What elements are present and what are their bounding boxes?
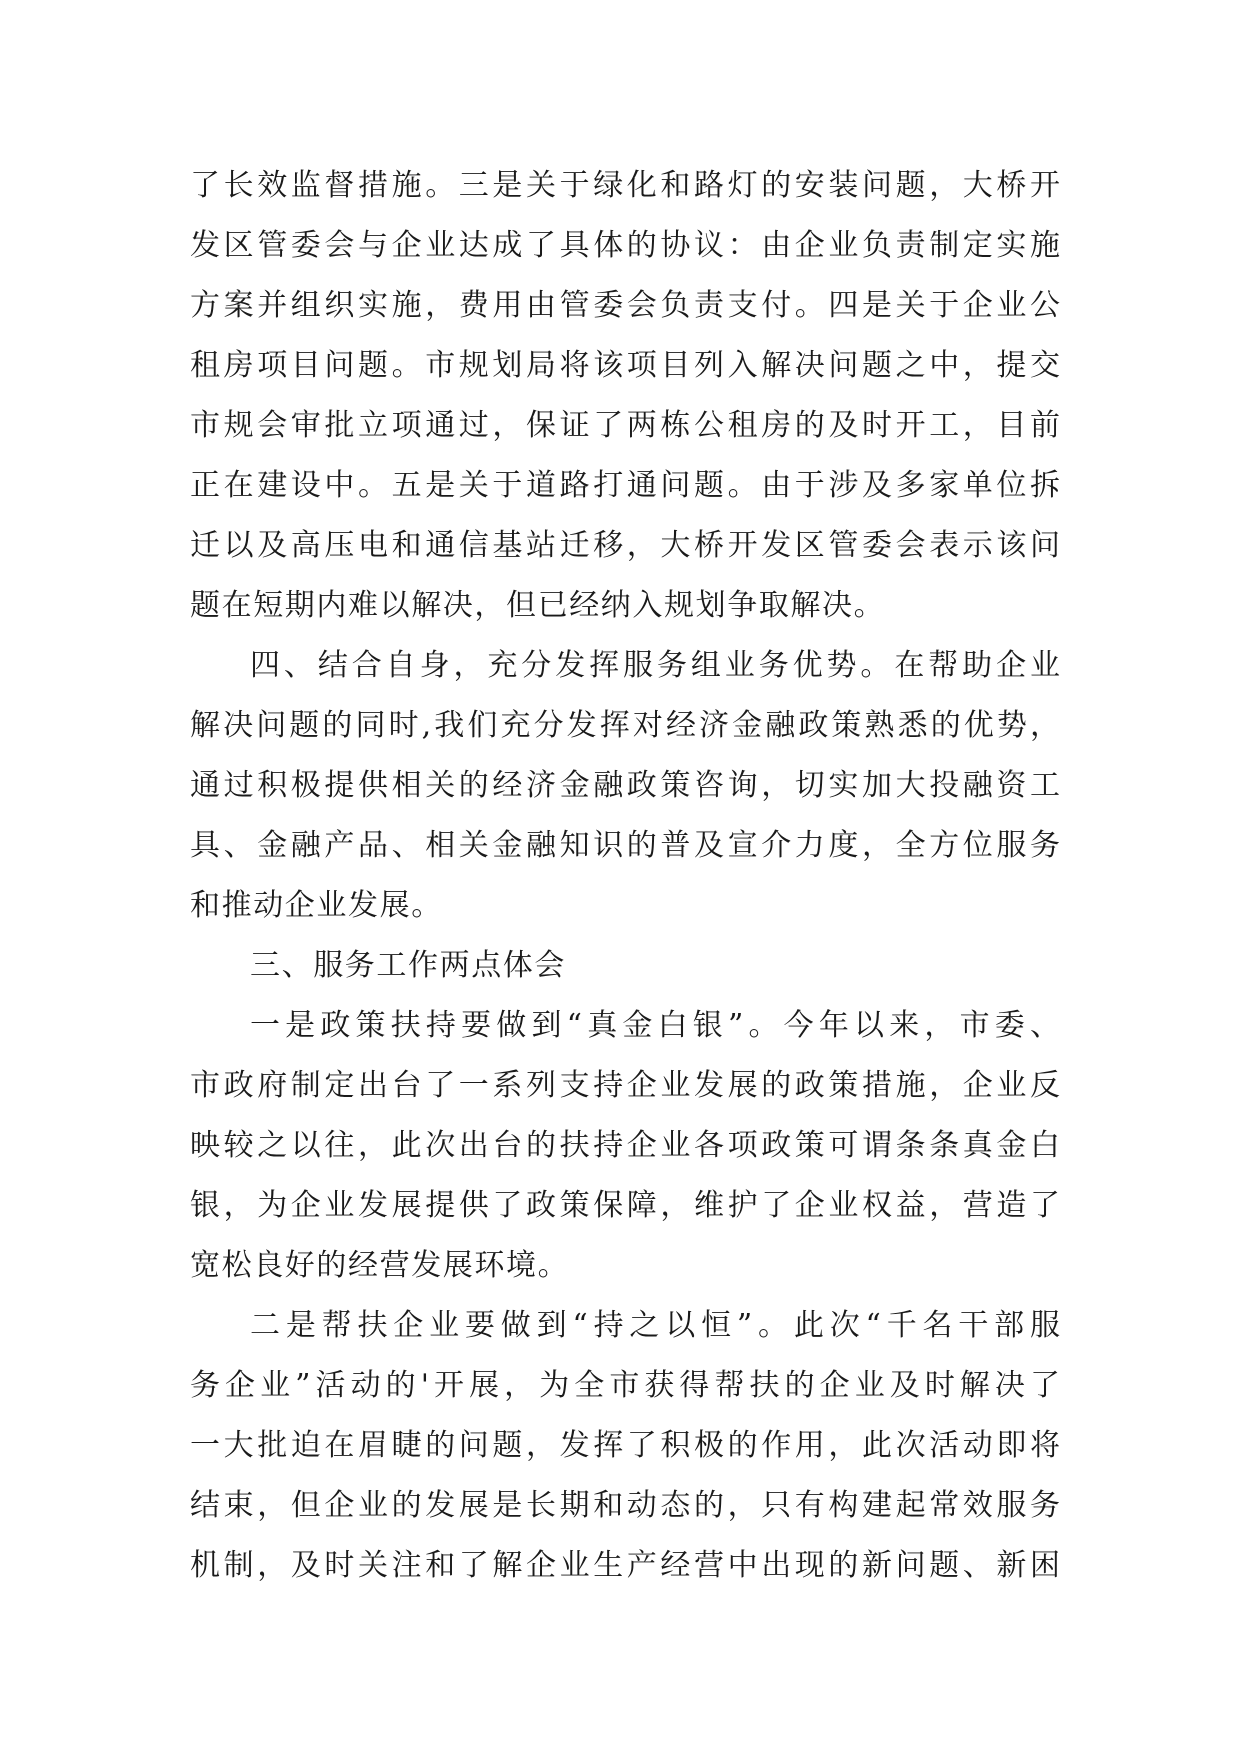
text-line: 银，为企业发展提供了政策保障，维护了企业权益，营造了	[190, 1188, 1060, 1223]
text-line: 一是政策扶持要做到“真金白银”。今年以来，市委、	[250, 1008, 1060, 1043]
text-line: 迁以及高压电和通信基站迁移，大桥开发区管委会表示该问	[190, 528, 1060, 563]
body-text	[190, 156, 1060, 1596]
text-line: 发区管委会与企业达成了具体的协议：由企业负责制定实施	[190, 228, 1060, 263]
text-line: 通过积极提供相关的经济金融政策咨询，切实加大投融资工	[190, 768, 1060, 803]
text-line: 一大批迫在眉睫的问题，发挥了积极的作用，此次活动即将	[190, 1428, 1060, 1463]
text-line: 结束，但企业的发展是长期和动态的，只有构建起常效服务	[190, 1488, 1060, 1523]
text-line: 市规会审批立项通过，保证了两栋公租房的及时开工，目前	[190, 408, 1060, 443]
section-heading-four: 四、结合自身，充分发挥服务组业务优势。在帮助企业	[250, 648, 1060, 683]
text-line: 务企业”活动的'开展，为全市获得帮扶的企业及时解决了	[190, 1368, 1060, 1403]
text-line: 解决问题的同时,我们充分发挥对经济金融政策熟悉的优势，	[190, 708, 1060, 743]
text-line: 正在建设中。五是关于道路打通问题。由于涉及多家单位拆	[190, 468, 1060, 503]
text-line: 映较之以往，此次出台的扶持企业各项政策可谓条条真金白	[190, 1128, 1060, 1163]
text-line: 了长效监督措施。三是关于绿化和路灯的安装问题，大桥开	[190, 168, 1060, 203]
text-line: 二是帮扶企业要做到“持之以恒”。此次“千名干部服	[250, 1308, 1060, 1343]
text-line: 具、金融产品、相关金融知识的普及宣介力度，全方位服务	[190, 828, 1060, 863]
section-heading-three: 三、服务工作两点体会	[250, 948, 566, 983]
text-line: 和推动企业发展。	[190, 888, 443, 923]
text-line: 机制，及时关注和了解企业生产经营中出现的新问题、新困	[190, 1548, 1060, 1583]
text-line: 租房项目问题。市规划局将该项目列入解决问题之中，提交	[190, 348, 1060, 383]
text-line: 方案并组织实施，费用由管委会负责支付。四是关于企业公	[190, 288, 1060, 323]
text-line: 市政府制定出台了一系列支持企业发展的政策措施，企业反	[190, 1068, 1060, 1103]
text-line: 宽松良好的经营发展环境。	[190, 1248, 570, 1283]
text-line: 题在短期内难以解决，但已经纳入规划争取解决。	[190, 588, 886, 623]
